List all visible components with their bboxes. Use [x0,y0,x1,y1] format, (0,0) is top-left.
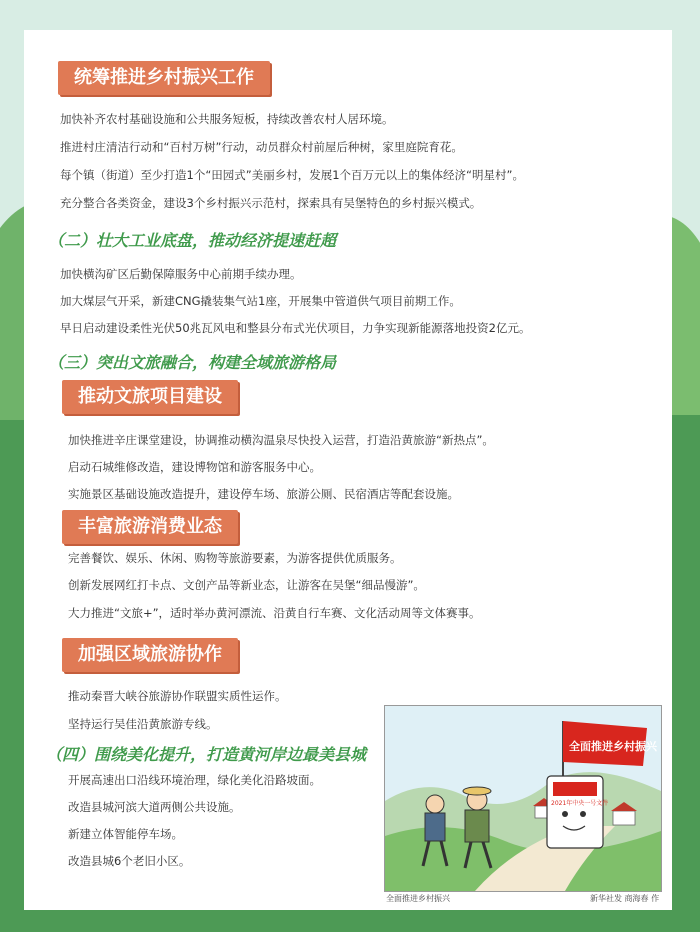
list-item: 创新发展网红打卡点、文创产品等新业态，让游客在吴堡“细品慢游”。 [68,578,425,592]
list-item: 推动秦晋大峡谷旅游协作联盟实质性运作。 [68,689,287,703]
section-tourism-projects: 推动文旅项目建设 [62,380,238,414]
list-item: 大力推进“文旅+”，适时举办黄河漂流、沿黄自行车赛、文化活动周等文体赛事。 [68,606,481,620]
list-item: 推进村庄清洁行动和“百村万树”行动，动员群众村前屋后种树，家里庭院育花。 [60,140,463,154]
list-item: 早日启动建设柔性光伏50兆瓦风电和整县分布式光伏项目，力争实现新能源落地投资2亿元。 [60,321,531,335]
list-item: 加快推进辛庄课堂建设，协调推动横沟温泉尽快投入运营，打造沿黄旅游“新热点”。 [68,433,494,447]
list-item: 充分整合各类资金，建设3个乡村振兴示范村，探索具有吴堡特色的乡村振兴模式。 [60,196,482,210]
list-item: 加快横沟矿区后勤保障服务中心前期手续办理。 [60,267,302,281]
list-item: 坚持运行吴佳沿黄旅游专线。 [68,717,218,731]
subheading-county-beautification: （四）围绕美化提升，打造黄河岸边最美县城 [46,745,367,764]
list-item: 加大煤层气开采，新建CNG撬装集气站1座，开展集中管道供气项目前期工作。 [60,294,461,308]
list-item: 开展高速出口沿线环境治理，绿化美化沿路坡面。 [68,773,321,787]
list-item: 每个镇（街道）至少打造1个“田园式”美丽乡村，发展1个百万元以上的集体经济“明星村”。 [60,168,524,182]
flag-text: 全面推进乡村振兴 [569,740,657,753]
list-item: 实施景区基础设施改造提升，建设停车场、旅游公厕、民宿酒店等配套设施。 [68,487,459,501]
cartoon-credit: 新华社发 商海春 作 [590,894,660,903]
cartoon-drawing [385,706,661,891]
section-regional-cooperation: 加强区域旅游协作 [62,638,238,672]
list-item: 新建立体智能停车场。 [68,827,183,841]
list-item: 完善餐饮、娱乐、休闲、购物等旅游要素，为游客提供优质服务。 [68,551,402,565]
list-item: 改造县城河滨大道两侧公共设施。 [68,800,241,814]
cartoon-illustration [384,705,662,892]
document-character [547,776,603,848]
list-item: 改造县城6个老旧小区。 [68,854,191,868]
section-tourism-consumption: 丰富旅游消费业态 [62,510,238,544]
list-item: 加快补齐农村基础设施和公共服务短板，持续改善农村人居环境。 [60,112,394,126]
subheading-industry: （二）壮大工业底盘，推动经济提速赶超 [48,231,337,250]
list-item: 启动石城维修改造，建设博物馆和游客服务中心。 [68,460,321,474]
subheading-culture-tourism: （三）突出文旅融合，构建全域旅游格局 [48,353,337,372]
section-rural-revitalization: 统筹推进乡村振兴工作 [58,61,270,95]
cartoon-caption: 全面推进乡村振兴 [386,894,450,903]
document-text: 2021年中央一号文件 [551,800,609,807]
